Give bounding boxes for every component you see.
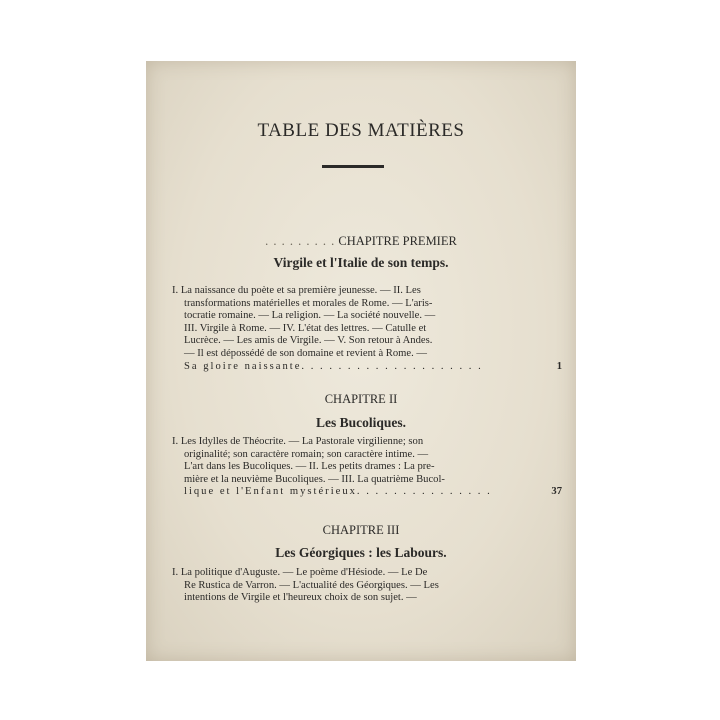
chapter-2-page-number: 37 [551, 486, 562, 497]
chapter-3-subtitle: Les Géorgiques : les Labours. [275, 545, 447, 560]
chapter-1-heading [146, 234, 576, 249]
summary-line: Re Rustica de Varron. — L'actualité des Géorgiques. — Les [184, 579, 439, 591]
summary-line: originalité; son caractère romain; son caractère intime. — [184, 448, 429, 460]
summary-line: mière et la neuvième Bucoliques. — III. La quatrième Bucol- [184, 473, 445, 485]
summary-line: intentions de Virgile et l'heureux choix de son sujet. — [184, 592, 417, 604]
book-page [146, 61, 576, 661]
chapter-1-page-number: 1 [556, 361, 562, 372]
summary-line: I. La naissance du poète et sa première jeunesse. — II. Les [172, 285, 421, 296]
summary-line: — Il est dépossédé de son domaine et revient à Rome. — [184, 347, 428, 359]
chapter-1-summary [172, 285, 540, 373]
summary-line: Sa gloire naissante. . . . . . . . . . . . . . . . . . . . [184, 360, 483, 372]
summary-line: lique et l'Enfant mystérieux. . . . . . . . . . . . . . . [184, 486, 492, 498]
chapter-2-summary [172, 436, 540, 499]
chapter-3-heading: CHAPITRE III [322, 523, 400, 537]
summary-line: Lucrèce. — Les amis de Virgile. — V. Son retour à Andes. [184, 335, 433, 347]
chapter-1-lead-dots: . . . . . . . . . [265, 234, 336, 248]
summary-line: I. La politique d'Auguste. — Le poème d'Hésiode. — Le De [172, 567, 428, 578]
summary-line: I. Les Idylles de Théocrite. — La Pastorale virgilienne; son [172, 436, 424, 447]
page-title: TABLE DES MATIÈRES [257, 120, 465, 141]
chapter-1-subtitle: Virgile et l'Italie de son temps. [273, 255, 449, 270]
chapter-2-heading: CHAPITRE II [324, 392, 398, 406]
summary-line: L'art dans les Bucoliques. — II. Les petits drames : La pre- [184, 461, 435, 473]
chapter-1-label: CHAPITRE PREMIER [338, 234, 457, 248]
summary-line: tocratie romaine. — La religion. — La société nouvelle. — [184, 310, 436, 322]
title-divider [322, 165, 384, 168]
chapter-2-subtitle: Les Bucoliques. [315, 415, 407, 430]
chapter-3-summary [172, 567, 540, 605]
summary-line: transformations matérielles et morales de Rome. — L'aris- [184, 297, 433, 309]
summary-line: III. Virgile à Rome. — IV. L'état des lettres. — Catulle et [184, 322, 427, 334]
